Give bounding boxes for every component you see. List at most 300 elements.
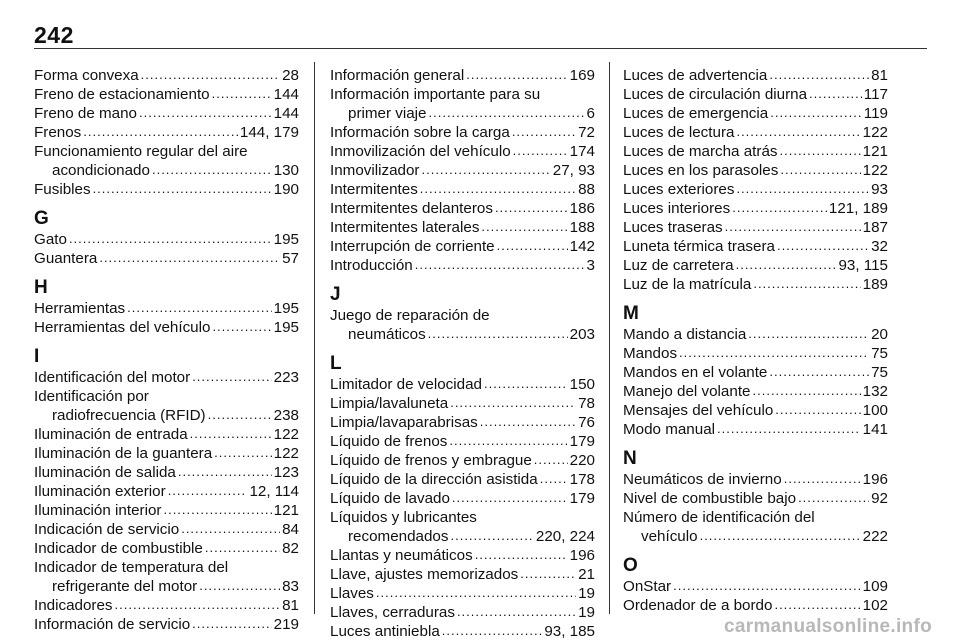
index-entry-line [34,501,299,520]
dot-leader [452,488,568,507]
index-entry-heading: Líquidos y lubricantes [330,509,477,526]
dot-leader [429,103,585,122]
dot-leader [192,367,271,386]
dot-leader [415,255,585,274]
index-entry-term: Luces de advertencia [623,67,768,84]
index-entry-pages: 119 [863,105,888,122]
dot-leader [736,122,860,141]
index-entry [623,382,888,401]
dot-leader [769,362,869,381]
index-entry-pages: 122 [862,124,888,141]
dot-leader [420,179,576,198]
index-entry-pages: 92 [871,490,888,507]
index-entry-pages: 117 [863,86,888,103]
index-entry-line [623,527,888,546]
dot-leader [520,564,576,583]
index-entry-pages: 19 [578,604,595,621]
index-entry-pages: 123 [273,464,299,481]
index-entry [34,123,299,142]
index-entry-pages: 132 [862,383,888,400]
index-entry-pages: 81 [282,597,299,614]
index-entry-term: Intermitentes [330,181,418,198]
index-entry-term: primer viaje [348,105,427,122]
index-entry-term: radiofrecuencia (RFID) [52,407,206,424]
index-entry-pages: 122 [273,426,299,443]
index-entry-line [623,401,888,420]
dot-leader [736,179,869,198]
index-entry-term: Frenos [34,124,82,141]
dot-leader [725,217,861,236]
index-entry-term: neumáticos [348,326,426,343]
index-entry-term: Intermitentes laterales [330,219,480,236]
index-entry-pages: 81 [871,67,888,84]
index-entry [330,489,595,508]
index-entry [34,142,299,180]
index-entry [623,123,888,142]
index-entry-pages: 220 [569,452,595,469]
index-entry-line [330,565,595,584]
index-entry [623,180,888,199]
index-entry-line [623,325,888,344]
index-entry-line [330,451,595,470]
index-entry-line [623,218,888,237]
dot-leader [540,469,568,488]
index-entry [330,199,595,218]
column-divider [314,62,315,614]
index-entry-term: Interrupción de corriente [330,238,495,255]
index-entry-line [623,577,888,596]
index-entry-line [330,256,595,275]
index-entry-pages: 12, 114 [249,483,299,500]
index-entry-line [623,596,888,615]
index-entry-line [623,104,888,123]
dot-leader [497,236,568,255]
section-letter: M [623,303,639,324]
dot-leader [809,84,862,103]
dot-leader [700,526,861,545]
index-entry-pages: 203 [569,326,595,343]
index-entry-term: Inmovilizador [330,162,420,179]
dot-leader [732,198,827,217]
index-entry [34,85,299,104]
dot-leader [512,122,576,141]
index-entry-pages: 82 [282,540,299,557]
index-entry-pages: 130 [273,162,299,179]
index-entry-pages: 57 [282,250,299,267]
index-entry [623,470,888,489]
index-entry [34,104,299,123]
index-entry-line [623,256,888,275]
index-entry [623,218,888,237]
dot-leader [484,374,568,393]
index-column-1 [34,66,299,634]
index-entry-pages: 195 [273,319,299,336]
dot-leader [777,236,869,255]
dot-leader [770,103,862,122]
section-letter: G [34,208,49,229]
section-letter: I [34,346,40,367]
index-entry-term: Limpia/lavaparabrisas [330,414,478,431]
index-entry [623,401,888,420]
index-entry [34,444,299,463]
index-entry-line [623,180,888,199]
index-entry-line [330,394,595,413]
dot-leader [190,424,272,443]
index-entry-term: Mensajes del vehículo [623,402,774,419]
index-entry-pages: 6 [586,105,595,122]
index-entry-term: Intermitentes delanteros [330,200,493,217]
index-entry-pages: 78 [578,395,595,412]
dot-leader [753,274,860,293]
index-entry-pages: 102 [862,597,888,614]
index-entry-term: recomendados [348,528,449,545]
index-entry-term: Información sobre la carga [330,124,510,141]
index-entry-pages: 75 [871,364,888,381]
index-entry-line [34,230,299,249]
section-letter: J [330,284,341,305]
section-letter: O [623,555,638,576]
index-entry-pages: 28 [282,67,299,84]
index-entry-line [623,142,888,161]
index-entry-pages: 141 [862,421,888,438]
index-entry-term: Luz de carretera [623,257,734,274]
index-entry [623,596,888,615]
index-entry-term: Llave, ajustes memorizados [330,566,519,583]
index-entry-line [623,66,888,85]
dot-leader [214,443,272,462]
index-entry-term: Iluminación de salida [34,464,176,481]
index-entry-pages: 121 [862,143,888,160]
index-entry-term: acondicionado [52,162,150,179]
index-entry [330,565,595,584]
index-entry-line [623,470,888,489]
index-entry-line [330,470,595,489]
index-entry-line [34,406,299,425]
index-entry-line [330,584,595,603]
index-entry-line [330,161,595,180]
index-entry-pages: 121, 189 [828,200,888,217]
index-entry-line [330,527,595,546]
dot-leader [450,526,533,545]
index-entry-term: Indicador de combustible [34,540,203,557]
index-entry-line [34,425,299,444]
index-entry [330,584,595,603]
index-entry [330,180,595,199]
index-entry-heading: Identificación por [34,388,149,405]
index-entry-line [34,368,299,387]
index-entry-pages: 196 [569,547,595,564]
index-entry-term: Mandos en el volante [623,364,768,381]
dot-leader [205,538,280,557]
index-entry-pages: 93, 115 [838,257,888,274]
index-entry-pages: 32 [871,238,888,255]
index-entry-pages: 144 [273,86,299,103]
dot-leader [212,317,271,336]
index-entry [34,596,299,615]
index-entry-pages: 88 [578,181,595,198]
dot-leader [774,595,860,614]
index-entry-line [34,85,299,104]
index-entry [34,318,299,337]
index-entry-term: Iluminación de entrada [34,426,188,443]
index-entry-pages: 196 [862,471,888,488]
index-entry-term: Nivel de combustible bajo [623,490,797,507]
dot-leader [93,179,272,198]
index-entry-pages: 3 [586,257,595,274]
index-entry-term: Mandos [623,345,678,362]
index-entry-line [34,539,299,558]
dot-leader [442,621,543,640]
dot-leader [376,583,576,602]
index-entry-pages: 21 [578,566,595,583]
index-entry-pages: 187 [862,219,888,236]
index-entry [330,123,595,142]
dot-leader [481,217,567,236]
index-entry-term: Luces antiniebla [330,623,440,640]
index-entry [623,85,888,104]
index-entry [34,66,299,85]
index-entry [623,577,888,596]
index-entry [34,425,299,444]
index-entry-term: Freno de estacionamiento [34,86,210,103]
dot-leader [152,160,272,179]
index-entry [34,615,299,634]
index-entry [330,375,595,394]
index-entry-term: Manejo del volante [623,383,751,400]
index-entry-pages: 222 [862,528,888,545]
dot-leader [83,122,238,141]
index-entry [330,237,595,256]
index-entry-heading: Funcionamiento regular del aire [34,143,248,160]
index-entry-pages: 142 [569,238,595,255]
index-entry-term: Llantas y neumáticos [330,547,473,564]
dot-leader [181,519,280,538]
index-entry-term: Luces de lectura [623,124,735,141]
index-entry-line [34,577,299,596]
index-entry [34,558,299,596]
index-entry-line [34,596,299,615]
dot-leader [780,141,861,160]
index-entry [623,344,888,363]
index-entry-pages: 189 [862,276,888,293]
dot-leader [466,65,567,84]
index-column-2 [330,66,595,641]
header-rule [34,48,927,49]
index-entry-line [34,299,299,318]
index-entry-term: Iluminación exterior [34,483,166,500]
index-entry-line [34,123,299,142]
index-entry-line [34,482,299,501]
index-entry-term: Limitador de velocidad [330,376,482,393]
section-letter: L [330,353,342,374]
index-entry-line [34,615,299,634]
index-entry [623,420,888,439]
dot-leader [115,595,281,614]
index-entry-line [330,489,595,508]
index-entry [34,299,299,318]
dot-leader [753,381,861,400]
index-entry-line [34,249,299,268]
index-entry-line [623,420,888,439]
index-entry [330,603,595,622]
index-entry-pages: 122 [862,162,888,179]
index-entry-pages: 20 [871,326,888,343]
index-entry-term: Líquido de lavado [330,490,450,507]
index-entry-pages: 75 [871,345,888,362]
column-divider [609,62,610,614]
index-entry-term: Iluminación interior [34,502,162,519]
index-entry-line [34,520,299,539]
index-entry-line [34,463,299,482]
index-entry-pages: 150 [569,376,595,393]
index-entry-line [330,237,595,256]
index-entry-pages: 220, 224 [535,528,595,545]
index-entry [330,85,595,123]
index-entry-line [623,237,888,256]
index-entry-term: Luces de marcha atrás [623,143,778,160]
dot-leader [212,84,272,103]
index-entry [34,520,299,539]
dot-leader [163,500,271,519]
dot-leader [450,393,576,412]
index-entry [623,256,888,275]
dot-leader [428,324,568,343]
index-entry [623,66,888,85]
index-entry-term: Llaves [330,585,374,602]
index-entry-term: Gato [34,231,67,248]
dot-leader [717,419,861,438]
index-entry-term: Identificación del motor [34,369,191,386]
index-entry-line [623,161,888,180]
index-entry-line [330,218,595,237]
index-entry [330,470,595,489]
dot-leader [784,469,861,488]
index-entry [330,451,595,470]
index-entry [623,199,888,218]
index-entry [330,66,595,85]
index-entry-term: Luces interiores [623,200,731,217]
dot-leader [139,103,272,122]
index-entry-pages: 195 [273,231,299,248]
index-entry-pages: 186 [569,200,595,217]
section-letter: N [623,448,637,469]
dot-leader [208,405,272,424]
index-entry [34,463,299,482]
index-entry-line [330,325,595,344]
index-entry-term: Modo manual [623,421,716,438]
dot-leader [99,248,280,267]
dot-leader [457,602,576,621]
index-entry-term: Ordenador de a bordo [623,597,773,614]
index-entry-term: Introducción [330,257,413,274]
index-entry-line [330,546,595,565]
index-entry [34,180,299,199]
index-entry-pages: 195 [273,300,299,317]
dot-leader [775,400,860,419]
dot-leader [168,481,248,500]
index-entry-line [330,142,595,161]
dot-leader [736,255,837,274]
index-entry-term: Llaves, cerraduras [330,604,455,621]
index-entry [330,508,595,546]
index-entry-line [623,85,888,104]
dot-leader [449,431,567,450]
index-entry-term: refrigerante del motor [52,578,198,595]
index-entry-pages: 109 [862,578,888,595]
index-entry-line [34,180,299,199]
dot-leader [679,343,869,362]
index-entry-pages: 83 [282,578,299,595]
index-entry-term: Mando a distancia [623,326,747,343]
index-entry-line [623,382,888,401]
index-entry [330,142,595,161]
index-entry [623,104,888,123]
index-entry-term: Guantera [34,250,98,267]
index-entry-term: Información general [330,67,465,84]
index-entry-line [330,104,595,123]
index-entry [330,256,595,275]
index-entry-pages: 27, 93 [552,162,595,179]
index-entry-term: OnStar [623,578,672,595]
index-entry-term: Iluminación de la guantera [34,445,213,462]
dot-leader [513,141,568,160]
dot-leader [534,450,568,469]
dot-leader [178,462,272,481]
index-entry-line [330,603,595,622]
index-entry-term: Luz de la matrícula [623,276,752,293]
index-entry [34,539,299,558]
index-entry-pages: 122 [273,445,299,462]
index-entry-heading: Indicador de temperatura del [34,559,229,576]
index-entry-pages: 76 [578,414,595,431]
index-entry-pages: 144, 179 [239,124,299,141]
dot-leader [780,160,860,179]
index-entry-line [330,375,595,394]
index-entry-pages: 179 [569,490,595,507]
index-entry [330,546,595,565]
index-entry-pages: 219 [273,616,299,633]
section-letter: H [34,277,48,298]
index-entry-pages: 19 [578,585,595,602]
index-entry-line [34,66,299,85]
index-entry-line [623,275,888,294]
index-entry-pages: 179 [569,433,595,450]
index-entry-pages: 93 [871,181,888,198]
index-entry-pages: 93, 185 [544,623,595,640]
index-entry-term: Inmovilización del vehículo [330,143,511,160]
index-entry-line [330,199,595,218]
dot-leader [69,229,272,248]
index-entry-line [34,104,299,123]
index-entry-term: Indicadores [34,597,113,614]
index-entry [34,368,299,387]
index-entry-line [623,363,888,382]
index-entry-term: Líquido de frenos y embrague [330,452,532,469]
index-entry-line [623,123,888,142]
index-entry [623,508,888,546]
dot-leader [192,614,271,633]
index-entry-pages: 169 [569,67,595,84]
index-entry-line [330,180,595,199]
index-entry [330,432,595,451]
index-column-3 [623,66,888,615]
page-number: 242 [34,22,74,48]
index-entry-line [330,123,595,142]
index-entry-pages: 100 [862,402,888,419]
index-entry [623,161,888,180]
index-entry-term: Información de servicio [34,616,191,633]
dot-leader [673,576,861,595]
